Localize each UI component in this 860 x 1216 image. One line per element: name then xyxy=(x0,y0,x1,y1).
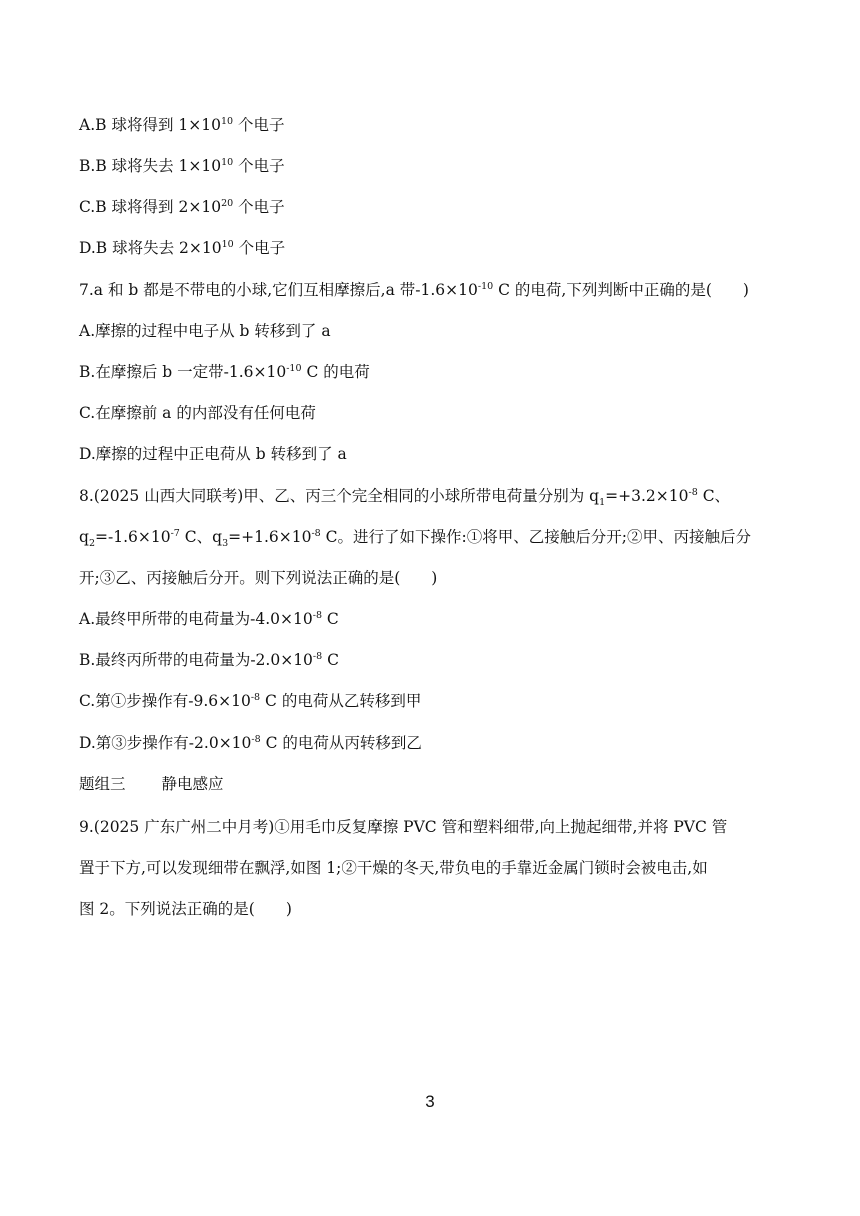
q9-stem-line3: 图 2。下列说法正确的是( ) xyxy=(79,900,292,918)
q9-stem-line1: 9.(2025 广东广州二中月考)①用毛巾反复摩擦 PVC 管和塑料细带,向上抛起细带,并将 PVC 管 xyxy=(79,818,728,836)
q8-stem-line3: 开;③乙、丙接触后分开。则下列说法正确的是( ) xyxy=(79,569,438,587)
q6-option-b: B.B 球将失去 $1\times 10^{10}$ 个电子 xyxy=(79,156,285,175)
q8-stem-line1: 8.(2025 山西大同联考)甲、乙、丙三个完全相同的小球所带电荷量分别为 $q_1=+3.2\times 10^{-8}$ C、 xyxy=(79,486,731,509)
q6-option-c: C.B 球将得到 $2\times 10^{20}$ 个电子 xyxy=(79,197,285,216)
q8-option-b: B.最终丙所带的电荷量为$-2.0\times 10^{-8}$ C xyxy=(79,650,339,669)
section-label: 题组三 xyxy=(79,775,126,793)
q8-option-d: D.第③步操作有$-2.0\times 10^{-8}$ C 的电荷从丙转移到乙 xyxy=(79,733,422,752)
q8-option-a: A.最终甲所带的电荷量为$-4.0\times 10^{-8}$ C xyxy=(79,609,339,628)
q8-option-c: C.第①步操作有$-9.6\times 10^{-8}$ C 的电荷从乙转移到甲 xyxy=(79,691,422,710)
q6-option-a: A.B 球将得到 $1\times 10^{10}$ 个电子 xyxy=(79,115,285,134)
q7-option-c: C.在摩擦前 a 的内部没有任何电荷 xyxy=(79,404,316,422)
q6-option-d: D.B 球将失去 $2\times 10^{10}$ 个电子 xyxy=(79,238,286,257)
q9-stem-line2: 置于下方,可以发现细带在飘浮,如图 1;②干燥的冬天,带负电的手靠近金属门锁时会被电击,如 xyxy=(79,859,708,877)
q8-stem-line2: $q_2=-1.6\times 10^{-7}$ C、$q_3=+1.6\times 10^{-8}$ C。进行了如下操作:①将甲、乙接触后分开;②甲、丙接触后分 xyxy=(79,527,751,550)
section-title: 静电感应 xyxy=(161,775,224,793)
page-number: 3 xyxy=(425,1092,435,1111)
q7-option-d: D.摩擦的过程中正电荷从 b 转移到了 a xyxy=(79,445,347,463)
q7-option-b: B.在摩擦后 b 一定带$-1.6\times 10^{-10}$ C 的电荷 xyxy=(79,362,370,381)
q7-stem: 7.a 和 b 都是不带电的小球,它们互相摩擦后,a 带$-1.6\times 10^{-10}$ C 的电荷,下列判断中正确的是( ) xyxy=(79,280,749,299)
section-heading xyxy=(79,774,224,794)
q7-option-a: A.摩擦的过程中电子从 b 转移到了 a xyxy=(79,322,331,340)
